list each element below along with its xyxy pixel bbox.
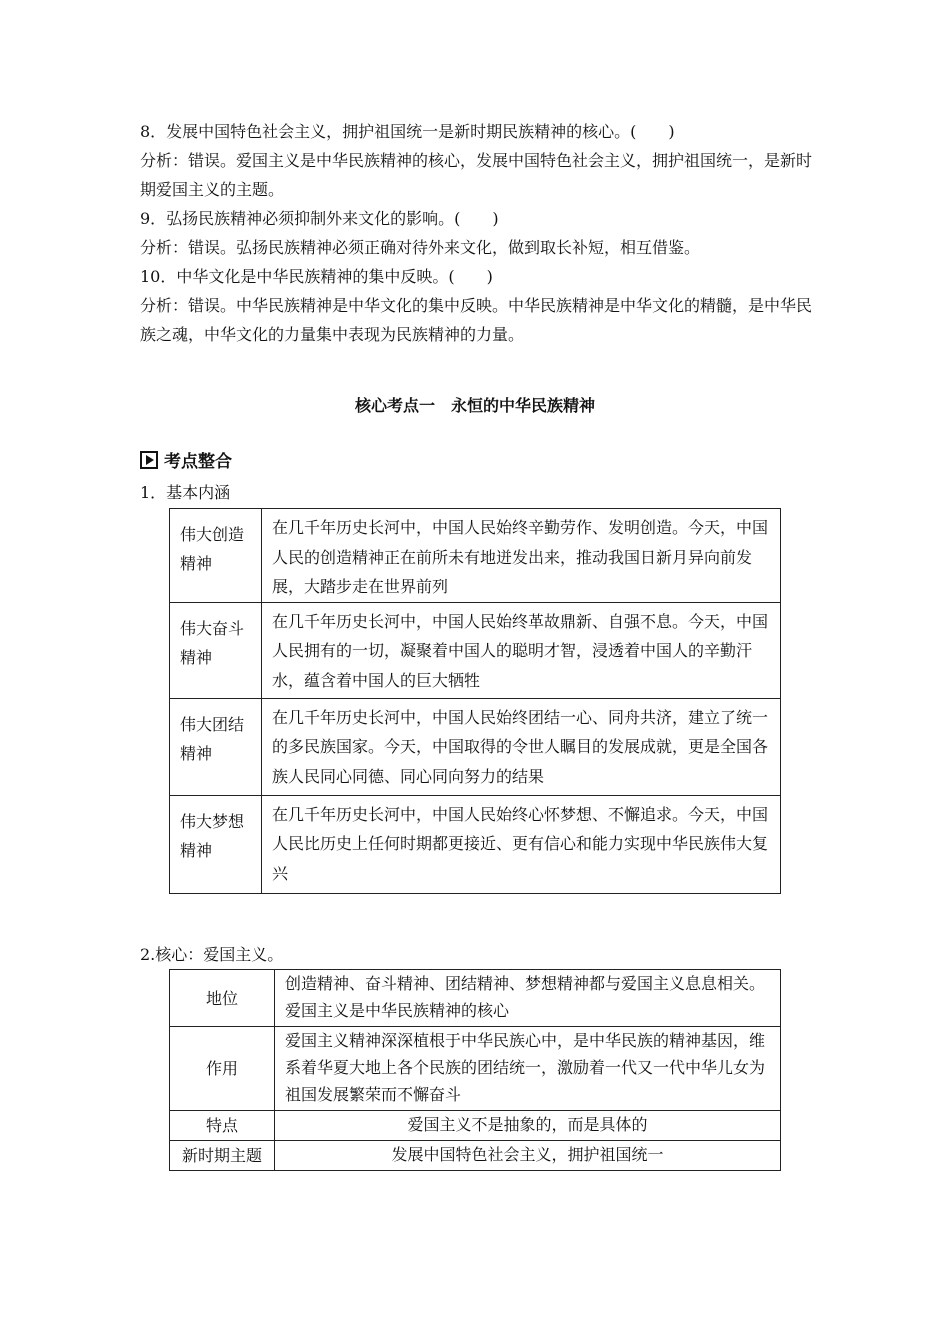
table-row <box>170 698 781 795</box>
answer-10: 分析：错误。中华民族精神是中华文化的集中反映。中华民族精神是中华文化的精髓，是中华民族之魂，中华文化的力量集中表现为民族精神的力量。 <box>140 296 813 344</box>
patriotism-table <box>169 969 781 1171</box>
row-text: 在几千年历史长河中，中国人民始终革故鼎新、自强不息。今天，中国人民拥有的一切，凝聚着中国人的聪明才智，浸透着中国人的辛勤汗水，蕴含着中国人的巨大牺牲 <box>262 602 781 698</box>
row-text: 在几千年历史长河中，中国人民始终团结一心、同舟共济，建立了统一的多民族国家。今天，中国取得的令世人瞩目的发展成就，更是全国各族人民同心同德、同心同向努力的结果 <box>262 698 781 795</box>
subheading-basic-meaning: 1．基本内涵 <box>140 483 231 502</box>
row-label: 新时期主题 <box>170 1141 275 1171</box>
row-text: 创造精神、奋斗精神、团结精神、梦想精神都与爱国主义息息相关。爱国主义是中华民族精神的核心 <box>275 970 781 1027</box>
table-row <box>170 602 781 698</box>
table-row <box>170 1111 781 1141</box>
table-row <box>170 970 781 1027</box>
answer-8: 分析：错误。爱国主义是中华民族精神的核心，发展中国特色社会主义，拥护祖国统一，是新时期爱国主义的主题。 <box>140 151 813 199</box>
row-text: 爱国主义不是抽象的，而是具体的 <box>275 1111 781 1141</box>
row-text: 在几千年历史长河中，中国人民始终心怀梦想、不懈追求。今天，中国人民比历史上任何时期都更接近、更有信心和能力实现中华民族伟大复兴 <box>262 795 781 893</box>
section-title: 核心考点一 永恒的中华民族精神 <box>354 396 595 415</box>
row-text: 发展中国特色社会主义，拥护祖国统一 <box>275 1141 781 1171</box>
section-badge <box>140 447 232 472</box>
badge-label: 考点整合 <box>164 452 232 472</box>
row-label: 伟大梦想精神 <box>170 795 262 893</box>
row-label: 伟大团结精神 <box>170 698 262 795</box>
review-questions <box>140 117 820 349</box>
row-text: 在几千年历史长河中，中国人民始终辛勤劳作、发明创造。今天，中国人民的创造精神正在前所未有地迸发出来，推动我国日新月异向前发展，大踏步走在世界前列 <box>262 509 781 603</box>
row-label: 伟大创造精神 <box>170 509 262 603</box>
row-label: 作用 <box>170 1027 275 1111</box>
table-row <box>170 1027 781 1111</box>
answer-9: 分析：错误。弘扬民族精神必须正确对待外来文化，做到取长补短，相互借鉴。 <box>140 238 701 257</box>
table-row <box>170 1141 781 1171</box>
question-9: 9．弘扬民族精神必须抑制外来文化的影响。( ) <box>140 209 499 228</box>
table-row <box>170 509 781 603</box>
row-label: 特点 <box>170 1111 275 1141</box>
row-label: 伟大奋斗精神 <box>170 602 262 698</box>
row-text: 爱国主义精神深深植根于中华民族心中，是中华民族的精神基因，维系着华夏大地上各个民族的团结统一，激励着一代又一代中华儿女为祖国发展繁荣而不懈奋斗 <box>275 1027 781 1111</box>
question-10: 10．中华文化是中华民族精神的集中反映。( ) <box>140 267 493 286</box>
table-row <box>170 795 781 893</box>
basic-meaning-table <box>169 508 781 894</box>
question-8: 8．发展中国特色社会主义，拥护祖国统一是新时期民族精神的核心。( ) <box>140 122 675 141</box>
subheading-core: 2.核心：爱国主义。 <box>140 945 284 964</box>
play-icon <box>140 451 158 469</box>
row-label: 地位 <box>170 970 275 1027</box>
